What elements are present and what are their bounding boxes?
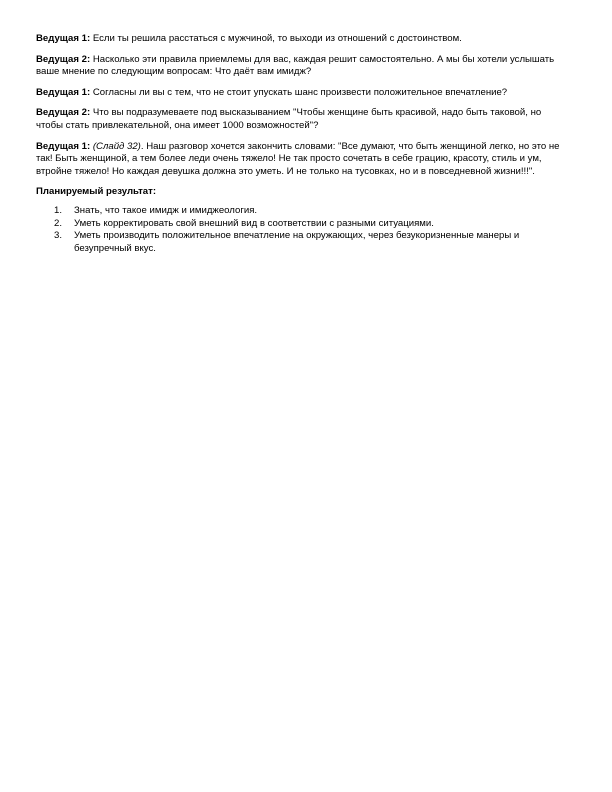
dialogue-text: Согласны ли вы с тем, что не стоит упускать шанс произвести положительное впечатление? <box>90 86 508 98</box>
dialogue-text: . Наш разговор хочется закончить словами: "Все думают, что быть женщиной легко, но это не так! Быть женщиной, а тем более леди очень тяжело! Не так просто сочетать в себе грацию, красоту, стиль и ум, втройне тяжело! Но каждая девушка должна это уметь. И не только на тусовках, но и в повседневной жизни!!!". <box>36 140 560 177</box>
dialogue-paragraph-3 <box>36 87 566 100</box>
speaker-label: Ведущая 1: <box>36 140 91 152</box>
result-list <box>36 205 566 255</box>
list-item <box>36 218 566 231</box>
list-item-text: Уметь производить положительное впечатление на окружающих, через безукоризненные манеры и безупречный вкус. <box>74 230 520 254</box>
list-item-number: 3. <box>54 230 63 242</box>
list-item-number: 1. <box>54 204 63 216</box>
list-item <box>36 230 566 255</box>
dialogue-paragraph-1 <box>36 33 566 46</box>
speaker-label: Ведущая 2: <box>36 107 91 119</box>
dialogue-paragraph-5 <box>36 141 566 179</box>
dialogue-text: Насколько эти правила приемлемы для вас, каждая решит самостоятельно. А мы бы хотели услышать ваше мнение по следующим вопросам: Что даёт вам имидж? <box>36 53 555 78</box>
slide-reference: (Слайд 32) <box>92 140 141 152</box>
list-item <box>36 205 566 218</box>
dialogue-paragraph-4 <box>36 107 566 132</box>
document-page <box>36 33 566 255</box>
dialogue-text: Если ты решила расстаться с мужчиной, то выходи из отношений с достоинством. <box>90 33 462 44</box>
list-item-text: Знать, что такое имидж и имиджеология. <box>74 204 258 216</box>
speaker-label: Ведущая 1: <box>36 86 91 98</box>
speaker-label: Ведущая 2: <box>36 53 91 65</box>
list-item-text: Уметь корректировать свой внешний вид в соответствии с разными ситуациями. <box>74 217 434 229</box>
list-item-number: 2. <box>54 217 63 229</box>
result-heading: Планируемый результат: <box>36 186 157 198</box>
speaker-label: Ведущая 1: <box>36 33 91 44</box>
dialogue-paragraph-2 <box>36 54 566 79</box>
dialogue-text: Что вы подразумеваете под высказыванием "Чтобы женщине быть красивой, надо быть таковой, но чтобы стать привлекательной, она имеет 1000 возможностей"? <box>36 107 542 131</box>
